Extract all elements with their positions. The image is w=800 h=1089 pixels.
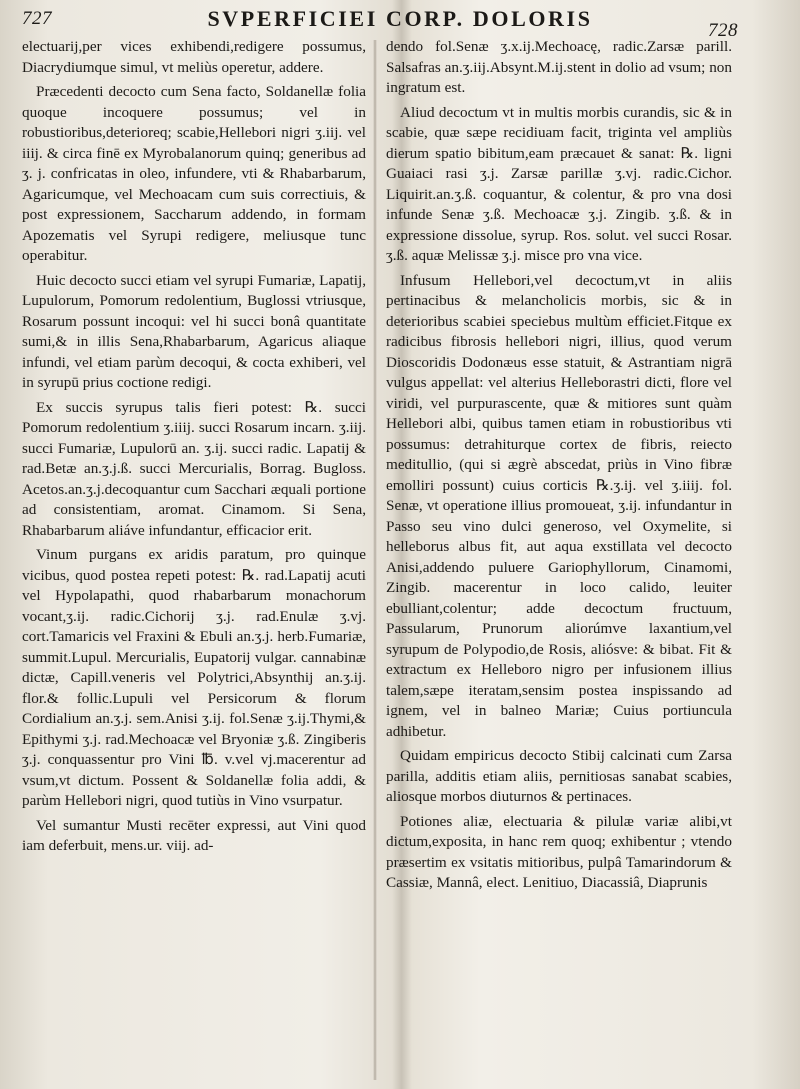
paragraph: Quidam empiricus decocto Stibij calcinati cum Zarsa parilla, additis etiam aliis, pernitiosas sanabat scabies, aliosque morbos diuturnos & pertinaces.	[386, 747, 732, 805]
paragraph: Aliud decoctum vt in multis morbis curandis, sic & in scabie, quæ sæpe recidiuam facit, triginta vel ampliùs dierum spatio bibitum,eam præcauet & sanat: ℞. ligni Guaiaci rasi ʒ.j. Zarsæ parillæ ʒ.vj. radic.Cichor. Liquirit.an.ʒ.ß. coquantur, & colentur, & pro vna dosi infunde Senæ ʒ.ß. Mechoacæ ʒ.j. Zingib. ʒ.ß. & in expressione dissolue, syrup. Ros. solut. vel succi Rosar. ʒ.ß. aquæ Melissæ ʒ.j. misce pro vna vice.	[386, 103, 732, 264]
paragraph: Vinum purgans ex aridis paratum, pro quinque vicibus, quod postea repeti potest: ℞. rad.Lapatij acuti vel Hypolapathi, quod rhabarbarum monachorum vocant,ʒ.ij. radic.Cichorij ʒ.j. rad.Enulæ ʒ.vj. cort.Tamaricis vel Fraxini & Ebuli an.ʒ.j. herb.Fumariæ, summit.Lupul. Mercurialis, Eupatorij vulgar. cannabinæ dictæ, Capill.veneris vel Polytrici,Absynthij an.ʒ.ij. flor.& follic.Lupuli vel Persicorum & florum Cordialium an.ʒ.j. sem.Anisi ʒ.ij. fol.Senæ ʒ.ij.Thymi,& Epithymi ʒ.j. rad.Mechoacæ vel Bryoniæ ʒ.ß. Zingiberis ʒ.j. conquassentur pro Vini ℔. v.vel vj.macerentur ad vsum,vt dictum. Possent & Soldanellæ folia addi, & parùm Hellebori nigri, quod tutiùs in Vino vsurpatur.	[22, 546, 366, 809]
left-column	[22, 37, 366, 1077]
paragraph: electuarij,per vices exhibendi,redigere possumus, Diacrydiumque simul, vt meliùs operetur, addere.	[22, 38, 366, 76]
paragraph: Ex succis syrupus talis fieri potest: ℞. succi Pomorum redolentium ʒ.iiij. succi Rosarum incarn. ʒ.iij. succi Fumariæ, Lupulorū an. ʒ.ij. succi radic. Lapatij & rad.Betæ an.ʒ.j.ß. succi Mercurialis, Borrag. Bugloss. Acetos.an.ʒ.j.decoquantur cum Sacchari æquali portione ad consistentiam, aromat. Cinamom. Si Sena, Rhabarbarum aliáve infundantur, efficacior erit.	[22, 398, 366, 539]
paragraph: Infusum Hellebori,vel decoctum,vt in aliis pertinacibus & melancholicis morbis, sic & in deterioribus scabiei speciebus multùm efficiet.Fitque ex radicibus fibrosis hellebori nigri, illius, quod verum Dioscoridis Dodonæus esse statuit, & Astrantiam nigrā vulgus appellat: vel alterius Helleborastri dicti, flore vel viridi, vel purpurascente, quæ & mitiores sunt quàm Hellebori albi, quibus tamen etiam in robustioribus vti possumus: detrahiturque cortex de fibris, reiecto meditullio, (qui si ægrè abscedat, priùs in Vino fibræ emolliri possunt) cuius corticis ℞.ʒ.ij. vel ʒ.iiij. fol. Senæ, vt operatione illius promoueat, ʒ.ij. infundantur in Passo seu vino dulci generoso, vel Oxymelite, si helleborus albus fit, aut aqua exstillata vel decocto Anisi,addendo puluere Gariophyllorum, Cinamomi, Zingib. macerentur in loco calido, leuiter ebulliant,colentur; adde decoctum fructuum, Passularum, Prunorum aliorúmve laxantium,vel syrupum de Polypodio,de Rosis, aliósve: & bibat. Fit & extractum ex Helleboro nigro per infusionem illius talem,sæpe iteratam,sensim postea inspissando ad ignem, vel in balneo Mariæ; Cuius portiuncula adhibetur.	[386, 271, 732, 740]
right-column	[386, 37, 732, 1077]
paragraph: dendo fol.Senæ ʒ.x.ij.Mechoacę, radic.Zarsæ parill. Salsafras an.ʒ.iij.Absynt.M.ij.stent in dolio ad vsum; non ingratum est.	[386, 38, 732, 96]
running-title: SVPERFICIEI CORP. DOLORIS	[207, 6, 593, 31]
page-number-left: 727	[22, 8, 52, 29]
paragraph: Huic decocto succi etiam vel syrupi Fumariæ, Lapatij, Lupulorum, Pomorum redolentium, Buglossi vtriusque, Rosarum possunt incoqui: vel hi succi bonâ quantitate sumi,& in illis Sena,Rhabarbarum, Agaricus aliaque infundi, vel etiam parùm decoqui, & cocta exhiberi, vel in syrupū prius coctione redigi.	[22, 271, 366, 391]
paragraph: Vel sumantur Musti recēter expressi, aut Vini quod iam deferbuit, mens.ur. viij. ad-	[22, 816, 366, 854]
paragraph: Præcedenti decocto cum Sena facto, Soldanellæ folia quoque incoquere possumus; vel in robustioribus,deterioreq; scabie,Hellebori nigri ʒ.iij. vel iiij. & circa finē ex Myrobalanorum quinq; generibus ad ʒ. j. confricatas in oleo, infundere, vti & Rhabarbarum, Agaricumque, vel Mechoacam cum suis correctiuis, & post expressionem, Saccharum addendo, in formam Apozematis vel Syrupi redigere, meliusque tunc operabitur.	[22, 83, 366, 264]
book-gutter	[373, 40, 377, 1080]
paragraph: Potiones aliæ, electuaria & pilulæ variæ alibi,vt dictum,exposita, in hanc rem quoq; exhibentur ; vtendo præsertim ex vsitatis mitioribus, pulpâ Tamarindorum & Cassiæ, Mannâ, elect. Lenitiuo, Diacassiâ, Diaprunis	[386, 812, 732, 891]
running-header	[0, 6, 800, 40]
page-number-right: 728	[708, 20, 738, 41]
